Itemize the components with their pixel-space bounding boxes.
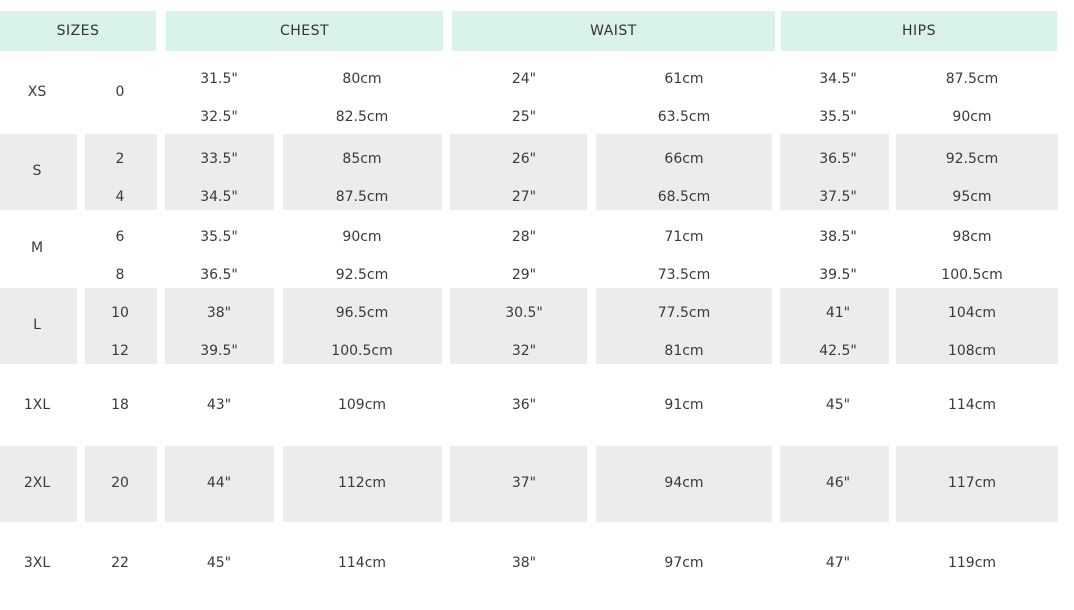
cell-hips-in: 47" bbox=[825, 555, 851, 571]
cell-chest-cm: 80cm bbox=[342, 71, 382, 87]
cell-chest-in: 33.5" bbox=[200, 151, 238, 167]
header-chest: CHEST bbox=[166, 11, 443, 51]
cell-waist-cm: 63.5cm bbox=[657, 109, 711, 125]
cell-chest-in: 44" bbox=[206, 475, 232, 491]
cell-hips-in: 35.5" bbox=[819, 109, 857, 125]
cell-hips-cm: 90cm bbox=[952, 109, 992, 125]
size-label: M bbox=[30, 240, 44, 256]
cell-chest-cm: 82.5cm bbox=[335, 109, 389, 125]
size-label: 3XL bbox=[23, 555, 51, 571]
cell-hips-in: 42.5" bbox=[819, 343, 857, 359]
cell-hips-cm: 98cm bbox=[952, 229, 992, 245]
header-sizes: SIZES bbox=[0, 11, 156, 51]
size-label: L bbox=[33, 317, 41, 333]
cell-chest-in: 45" bbox=[206, 555, 232, 571]
cell-chest-in: 34.5" bbox=[200, 189, 238, 205]
header-hips: HIPS bbox=[781, 11, 1057, 51]
cell-hips-in: 39.5" bbox=[819, 267, 857, 283]
cell-hips-in: 37.5" bbox=[819, 189, 857, 205]
cell-waist-in: 36" bbox=[511, 397, 537, 413]
size-label: 2XL bbox=[23, 475, 51, 491]
cell-waist-cm: 73.5cm bbox=[657, 267, 711, 283]
cell-chest-in: 39.5" bbox=[200, 343, 238, 359]
cell-waist-in: 32" bbox=[511, 343, 537, 359]
cell-waist-cm: 97cm bbox=[664, 555, 704, 571]
cell-hips-in: 41" bbox=[825, 305, 851, 321]
cell-chest-cm: 85cm bbox=[342, 151, 382, 167]
cell-waist-in: 29" bbox=[511, 267, 537, 283]
cell-hips-cm: 117cm bbox=[947, 475, 997, 491]
cell-num: 18 bbox=[111, 397, 129, 413]
size-label: 1XL bbox=[23, 397, 51, 413]
cell-chest-cm: 87.5cm bbox=[335, 189, 389, 205]
cell-hips-cm: 95cm bbox=[952, 189, 992, 205]
cell-hips-cm: 108cm bbox=[947, 343, 997, 359]
cell-num: 10 bbox=[111, 305, 129, 321]
cell-hips-cm: 104cm bbox=[947, 305, 997, 321]
cell-hips-cm: 119cm bbox=[947, 555, 997, 571]
cell-hips-cm: 92.5cm bbox=[945, 151, 999, 167]
cell-num: 2 bbox=[115, 151, 125, 167]
cell-hips-cm: 114cm bbox=[947, 397, 997, 413]
cell-num: 22 bbox=[111, 555, 129, 571]
cell-chest-in: 35.5" bbox=[200, 229, 238, 245]
cell-chest-in: 31.5" bbox=[200, 71, 238, 87]
cell-num: 12 bbox=[111, 343, 129, 359]
cell-waist-in: 26" bbox=[511, 151, 537, 167]
cell-waist-cm: 66cm bbox=[664, 151, 704, 167]
size-label: S bbox=[32, 163, 42, 179]
cell-chest-cm: 100.5cm bbox=[331, 343, 393, 359]
cell-num: 20 bbox=[111, 475, 129, 491]
size-label: XS bbox=[27, 84, 47, 100]
cell-waist-in: 37" bbox=[511, 475, 537, 491]
cell-chest-in: 32.5" bbox=[200, 109, 238, 125]
cell-waist-cm: 61cm bbox=[664, 71, 704, 87]
cell-chest-cm: 112cm bbox=[337, 475, 387, 491]
cell-hips-in: 38.5" bbox=[819, 229, 857, 245]
cell-waist-in: 25" bbox=[511, 109, 537, 125]
cell-waist-cm: 81cm bbox=[664, 343, 704, 359]
cell-hips-in: 36.5" bbox=[819, 151, 857, 167]
cell-chest-cm: 92.5cm bbox=[335, 267, 389, 283]
cell-waist-in: 24" bbox=[511, 71, 537, 87]
cell-hips-in: 45" bbox=[825, 397, 851, 413]
cell-waist-cm: 71cm bbox=[664, 229, 704, 245]
cell-waist-in: 28" bbox=[511, 229, 537, 245]
cell-num: 8 bbox=[115, 267, 125, 283]
cell-waist-cm: 94cm bbox=[664, 475, 704, 491]
cell-hips-cm: 100.5cm bbox=[941, 267, 1003, 283]
cell-num: 4 bbox=[115, 189, 125, 205]
cell-waist-in: 38" bbox=[511, 555, 537, 571]
cell-hips-cm: 87.5cm bbox=[945, 71, 999, 87]
cell-waist-cm: 91cm bbox=[664, 397, 704, 413]
cell-hips-in: 46" bbox=[825, 475, 851, 491]
cell-chest-in: 43" bbox=[206, 397, 232, 413]
cell-num: 6 bbox=[115, 229, 125, 245]
cell-waist-in: 30.5" bbox=[505, 305, 543, 321]
header-waist: WAIST bbox=[452, 11, 775, 51]
cell-num: 0 bbox=[115, 84, 125, 100]
cell-chest-in: 36.5" bbox=[200, 267, 238, 283]
cell-chest-cm: 109cm bbox=[337, 397, 387, 413]
cell-chest-cm: 96.5cm bbox=[335, 305, 389, 321]
cell-chest-in: 38" bbox=[206, 305, 232, 321]
cell-waist-cm: 68.5cm bbox=[657, 189, 711, 205]
cell-waist-cm: 77.5cm bbox=[657, 305, 711, 321]
cell-chest-cm: 90cm bbox=[342, 229, 382, 245]
cell-chest-cm: 114cm bbox=[337, 555, 387, 571]
cell-hips-in: 34.5" bbox=[819, 71, 857, 87]
cell-waist-in: 27" bbox=[511, 189, 537, 205]
